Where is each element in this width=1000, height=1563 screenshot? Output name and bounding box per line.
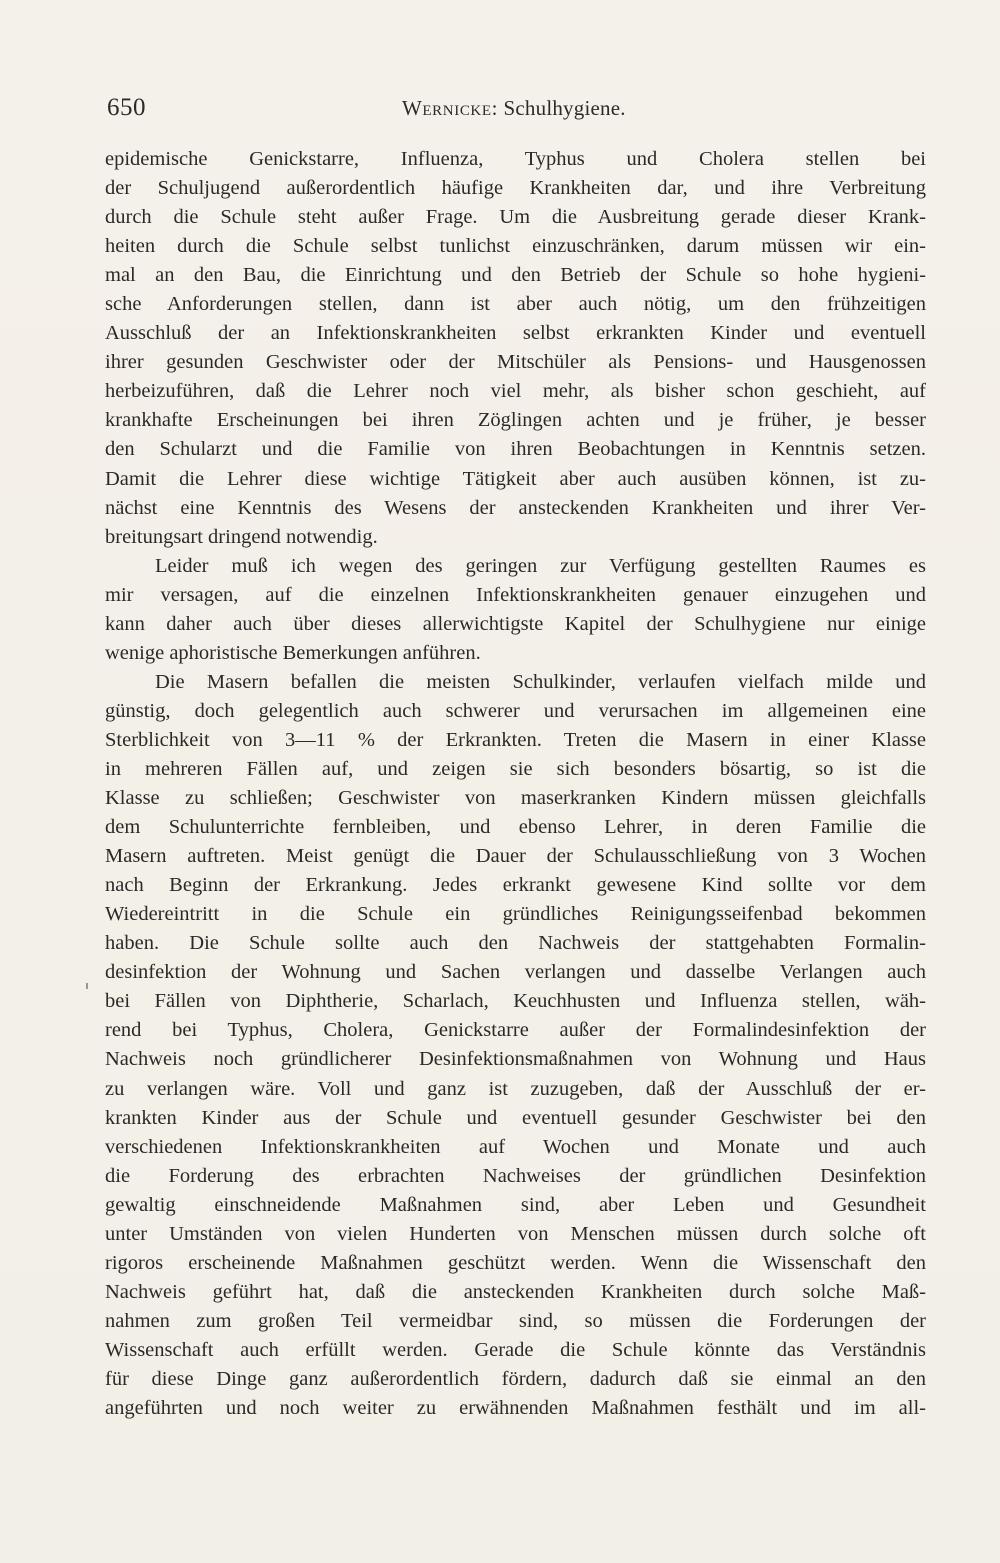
text-line: zu verlangen wäre. Voll und ganz ist zuzugeben, daß der Ausschluß der er-: [105, 1077, 926, 1100]
text-line: Wissenschaft auch erfüllt werden. Gerade die Schule könnte das Verständnis: [105, 1338, 926, 1361]
text-line: günstig, doch gelegentlich auch schwerer und verursachen im allgemeinen eine: [105, 699, 926, 722]
text-line: der Schuljugend außerordentlich häufige Krankheiten dar, und ihre Verbreitung: [105, 177, 926, 200]
text-line: rigoros erscheinende Maßnahmen geschützt werden. Wenn die Wissenschaft den: [105, 1251, 926, 1274]
text-line: Nachweis noch gründlicherer Desinfektionsmaßnahmen von Wohnung und Haus: [105, 1048, 926, 1071]
text-line: gewaltig einschneidende Maßnahmen sind, aber Leben und Gesundheit: [105, 1193, 926, 1216]
text-line: verschiedenen Infektionskrankheiten auf Wochen und Monate und auch: [105, 1135, 926, 1158]
text-line: heiten durch die Schule selbst tunlichst einzuschränken, darum müssen wir ein-: [105, 235, 926, 258]
paragraph-first-line: Leider muß ich wegen des geringen zur Verfügung gestellten Raumes es: [155, 554, 926, 577]
page-header: [107, 94, 927, 128]
text-line: sche Anforderungen stellen, dann ist aber auch nötig, um den frühzeitigen: [105, 293, 926, 316]
text-line: mal an den Bau, die Einrichtung und den Betrieb der Schule so hohe hygieni-: [105, 264, 926, 287]
text-line: krankten Kinder aus der Schule und eventuell gesunder Geschwister bei den: [105, 1106, 926, 1129]
text-line: desinfektion der Wohnung und Sachen verlangen und dasselbe Verlangen auch: [105, 961, 926, 984]
text-line: rend bei Typhus, Cholera, Genickstarre außer der Formalindesinfektion der: [105, 1019, 926, 1042]
text-line: krankhafte Erscheinungen bei ihren Zöglingen achten und je früher, je besser: [105, 409, 926, 432]
text-line: kann daher auch über dieses allerwichtigste Kapitel der Schulhygiene nur einige: [105, 612, 926, 635]
margin-mark: [86, 983, 88, 989]
text-line: Nachweis geführt hat, daß die ansteckenden Krankheiten durch solche Maß-: [105, 1280, 926, 1303]
text-line: Wiedereintritt in die Schule ein gründliches Reinigungsseifenbad bekommen: [105, 903, 926, 926]
text-line: Damit die Lehrer diese wichtige Tätigkeit aber auch ausüben können, ist zu-: [105, 467, 926, 490]
running-head-author: Wernicke:: [402, 96, 499, 120]
text-line: in mehreren Fällen auf, und zeigen sie sich besonders bösartig, so ist die: [105, 757, 926, 780]
text-line: nach Beginn der Erkrankung. Jedes erkrankt gewesene Kind sollte vor dem: [105, 874, 926, 897]
running-head-title: Schulhygiene.: [503, 96, 626, 120]
text-line: unter Umständen von vielen Hunderten von Menschen müssen durch solche oft: [105, 1222, 926, 1245]
text-line: epidemische Genickstarre, Influenza, Typhus und Cholera stellen bei: [105, 148, 926, 170]
text-line: durch die Schule steht außer Frage. Um die Ausbreitung gerade dieser Krank-: [105, 206, 926, 229]
text-line: die Forderung des erbrachten Nachweises der gründlichen Desinfektion: [105, 1164, 926, 1187]
text-line: Masern auftreten. Meist genügt die Dauer der Schulausschließung von 3 Wochen: [105, 845, 926, 868]
text-line: wenige aphoristische Bemerkungen anführen.: [105, 641, 481, 664]
text-line: breitungsart dringend notwendig.: [105, 525, 378, 548]
text-line: bei Fällen von Diphtherie, Scharlach, Keuchhusten und Influenza stellen, wäh-: [105, 990, 926, 1013]
text-line: ihrer gesunden Geschwister oder der Mitschüler als Pensions- und Hausgenossen: [105, 351, 926, 374]
body-text: [105, 145, 926, 1423]
text-line: für diese Dinge ganz außerordentlich fördern, dadurch daß sie einmal an den: [105, 1367, 926, 1390]
page-number: 650: [107, 94, 146, 121]
text-line: haben. Die Schule sollte auch den Nachweis der stattgehabten Formalin-: [105, 932, 926, 955]
paragraph-first-line: Die Masern befallen die meisten Schulkinder, verlaufen vielfach milde und: [155, 670, 926, 693]
text-line: mir versagen, auf die einzelnen Infektionskrankheiten genauer einzugehen und: [105, 583, 926, 606]
text-line: herbeizuführen, daß die Lehrer noch viel mehr, als bisher schon geschieht, auf: [105, 380, 926, 403]
text-line: Ausschluß der an Infektionskrankheiten selbst erkrankten Kinder und eventuell: [105, 322, 926, 345]
text-line: angeführten und noch weiter zu erwähnenden Maßnahmen festhält und im all-: [105, 1397, 926, 1420]
text-line: dem Schulunterrichte fernbleiben, und ebenso Lehrer, in deren Familie die: [105, 816, 926, 839]
text-line: nächst eine Kenntnis des Wesens der ansteckenden Krankheiten und ihrer Ver-: [105, 496, 926, 519]
running-head: [402, 96, 626, 121]
text-line: Klasse zu schließen; Geschwister von maserkranken Kindern müssen gleichfalls: [105, 787, 926, 810]
text-line: den Schularzt und die Familie von ihren Beobachtungen in Kenntnis setzen.: [105, 438, 926, 461]
text-line: nahmen zum großen Teil vermeidbar sind, so müssen die Forderungen der: [105, 1309, 926, 1332]
text-line: Sterblichkeit von 3—11 % der Erkrankten. Treten die Masern in einer Klasse: [105, 728, 926, 751]
